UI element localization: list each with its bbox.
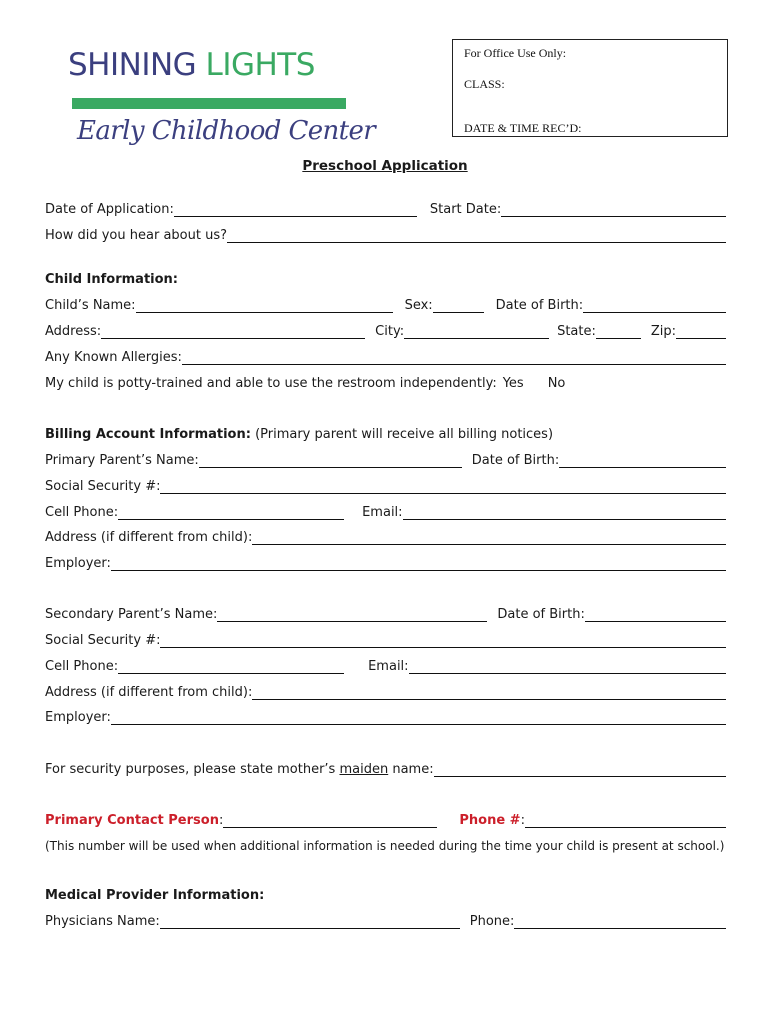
potty-yes-option[interactable]: Yes [502, 376, 524, 391]
physician-name-field[interactable] [160, 915, 460, 929]
row-physician [45, 911, 726, 929]
allergies-field[interactable] [182, 351, 726, 365]
row-dates [45, 199, 726, 217]
child-info-heading-row [45, 269, 726, 287]
child-sex-field[interactable] [433, 299, 484, 313]
primary-contact-note: (This number will be used when additional information is needed during the time your child is present at school.) [45, 839, 725, 853]
logo-word-shining: SHINING [68, 47, 197, 83]
primary-address-label: Address (if different from child): [45, 530, 253, 545]
child-state-label: State: [557, 324, 596, 339]
security-question-prefix: For security purposes, please state mother’s [45, 762, 340, 777]
row-allergies [45, 347, 726, 365]
mother-maiden-name-field[interactable] [434, 763, 726, 777]
row-secondary-phone-email [45, 656, 726, 674]
row-potty-trained [45, 373, 726, 391]
office-use-heading: For Office Use Only: [464, 46, 567, 60]
secondary-parent-name-label: Secondary Parent’s Name: [45, 607, 218, 622]
medical-heading-row [45, 885, 726, 903]
row-primary-contact [45, 810, 726, 828]
form-title: Preschool Application [302, 158, 468, 174]
row-secondary-ssn [45, 630, 726, 648]
how-heard-field[interactable] [227, 229, 726, 243]
secondary-employer-label: Employer: [45, 710, 111, 725]
row-child-address [45, 321, 726, 339]
secondary-address-label: Address (if different from child): [45, 685, 253, 700]
physician-phone-field[interactable] [514, 915, 726, 929]
billing-note: (Primary parent will receive all billing notices) [250, 427, 554, 442]
secondary-email-label: Email: [368, 659, 409, 674]
secondary-email-field[interactable] [409, 660, 726, 674]
primary-parent-dob-label: Date of Birth: [471, 453, 560, 468]
child-address-field[interactable] [101, 325, 365, 339]
row-primary-ssn [45, 476, 726, 494]
secondary-ssn-label: Social Security #: [45, 633, 161, 648]
primary-cell-field[interactable] [118, 506, 344, 520]
child-info-heading: Child Information: [45, 272, 179, 287]
row-secondary-employer [45, 707, 726, 725]
office-use-box [452, 39, 728, 137]
row-primary-parent [45, 450, 726, 468]
primary-parent-name-field[interactable] [199, 454, 462, 468]
primary-cell-label: Cell Phone: [45, 505, 119, 520]
primary-ssn-field[interactable] [160, 480, 726, 494]
primary-contact-colon: : [218, 813, 224, 828]
primary-contact-phone-label: Phone # [459, 813, 521, 828]
secondary-address-field[interactable] [252, 686, 726, 700]
child-name-label: Child’s Name: [45, 298, 136, 313]
row-child-name [45, 295, 726, 313]
billing-heading: Billing Account Information: [45, 427, 251, 442]
logo-green-bar [72, 98, 346, 109]
security-question-suffix: name: [388, 762, 434, 777]
billing-heading-row [45, 424, 726, 442]
start-date-field[interactable] [501, 203, 726, 217]
row-secondary-parent [45, 604, 726, 622]
logo-subtitle: Early Childhood Center [77, 116, 376, 146]
row-primary-phone-email [45, 502, 726, 520]
allergies-label: Any Known Allergies: [45, 350, 182, 365]
child-name-field[interactable] [136, 299, 393, 313]
primary-address-field[interactable] [252, 531, 726, 545]
row-contact-note [45, 835, 726, 853]
primary-contact-phone-field[interactable] [525, 814, 726, 828]
primary-contact-phone-colon: : [520, 813, 525, 828]
logo-word-lights: LIGHTS [205, 47, 315, 83]
date-of-application-field[interactable] [174, 203, 417, 217]
potty-no-option[interactable]: No [547, 376, 566, 391]
row-primary-employer [45, 553, 726, 571]
child-dob-field[interactable] [583, 299, 726, 313]
start-date-label: Start Date: [429, 202, 502, 217]
primary-parent-name-label: Primary Parent’s Name: [45, 453, 199, 468]
child-city-label: City: [375, 324, 405, 339]
secondary-parent-dob-field[interactable] [585, 608, 726, 622]
physician-phone-label: Phone: [469, 914, 515, 929]
secondary-cell-field[interactable] [118, 660, 344, 674]
office-class-label: CLASS: [464, 77, 505, 91]
child-dob-label: Date of Birth: [495, 298, 584, 313]
row-primary-address [45, 527, 726, 545]
child-state-field[interactable] [596, 325, 641, 339]
primary-ssn-label: Social Security #: [45, 479, 161, 494]
primary-employer-field[interactable] [111, 557, 726, 571]
primary-contact-field[interactable] [223, 814, 437, 828]
row-secondary-address [45, 682, 726, 700]
row-how-heard [45, 225, 726, 243]
child-city-field[interactable] [404, 325, 549, 339]
security-question-maiden: maiden [339, 762, 389, 777]
secondary-ssn-field[interactable] [160, 634, 726, 648]
primary-employer-label: Employer: [45, 556, 111, 571]
center-logo [68, 47, 376, 154]
child-zip-label: Zip: [650, 324, 677, 339]
how-heard-label: How did you hear about us? [45, 228, 227, 243]
child-sex-label: Sex: [404, 298, 433, 313]
date-of-application-label: Date of Application: [45, 202, 174, 217]
child-zip-field[interactable] [676, 325, 726, 339]
medical-heading: Medical Provider Information: [45, 888, 265, 903]
secondary-parent-dob-label: Date of Birth: [497, 607, 585, 622]
child-address-label: Address: [45, 324, 102, 339]
primary-email-field[interactable] [403, 506, 726, 520]
primary-email-label: Email: [362, 505, 403, 520]
secondary-parent-name-field[interactable] [217, 608, 487, 622]
logo-wordmark [68, 47, 353, 83]
row-security-question [45, 759, 726, 777]
primary-parent-dob-field[interactable] [559, 454, 726, 468]
potty-trained-question: My child is potty-trained and able to use the restroom independently: [45, 376, 497, 391]
primary-contact-label: Primary Contact Person [45, 813, 219, 828]
physician-name-label: Physicians Name: [45, 914, 160, 929]
secondary-employer-field[interactable] [111, 711, 726, 725]
secondary-cell-label: Cell Phone: [45, 659, 119, 674]
office-date-received-label: DATE & TIME REC’D: [464, 121, 582, 135]
